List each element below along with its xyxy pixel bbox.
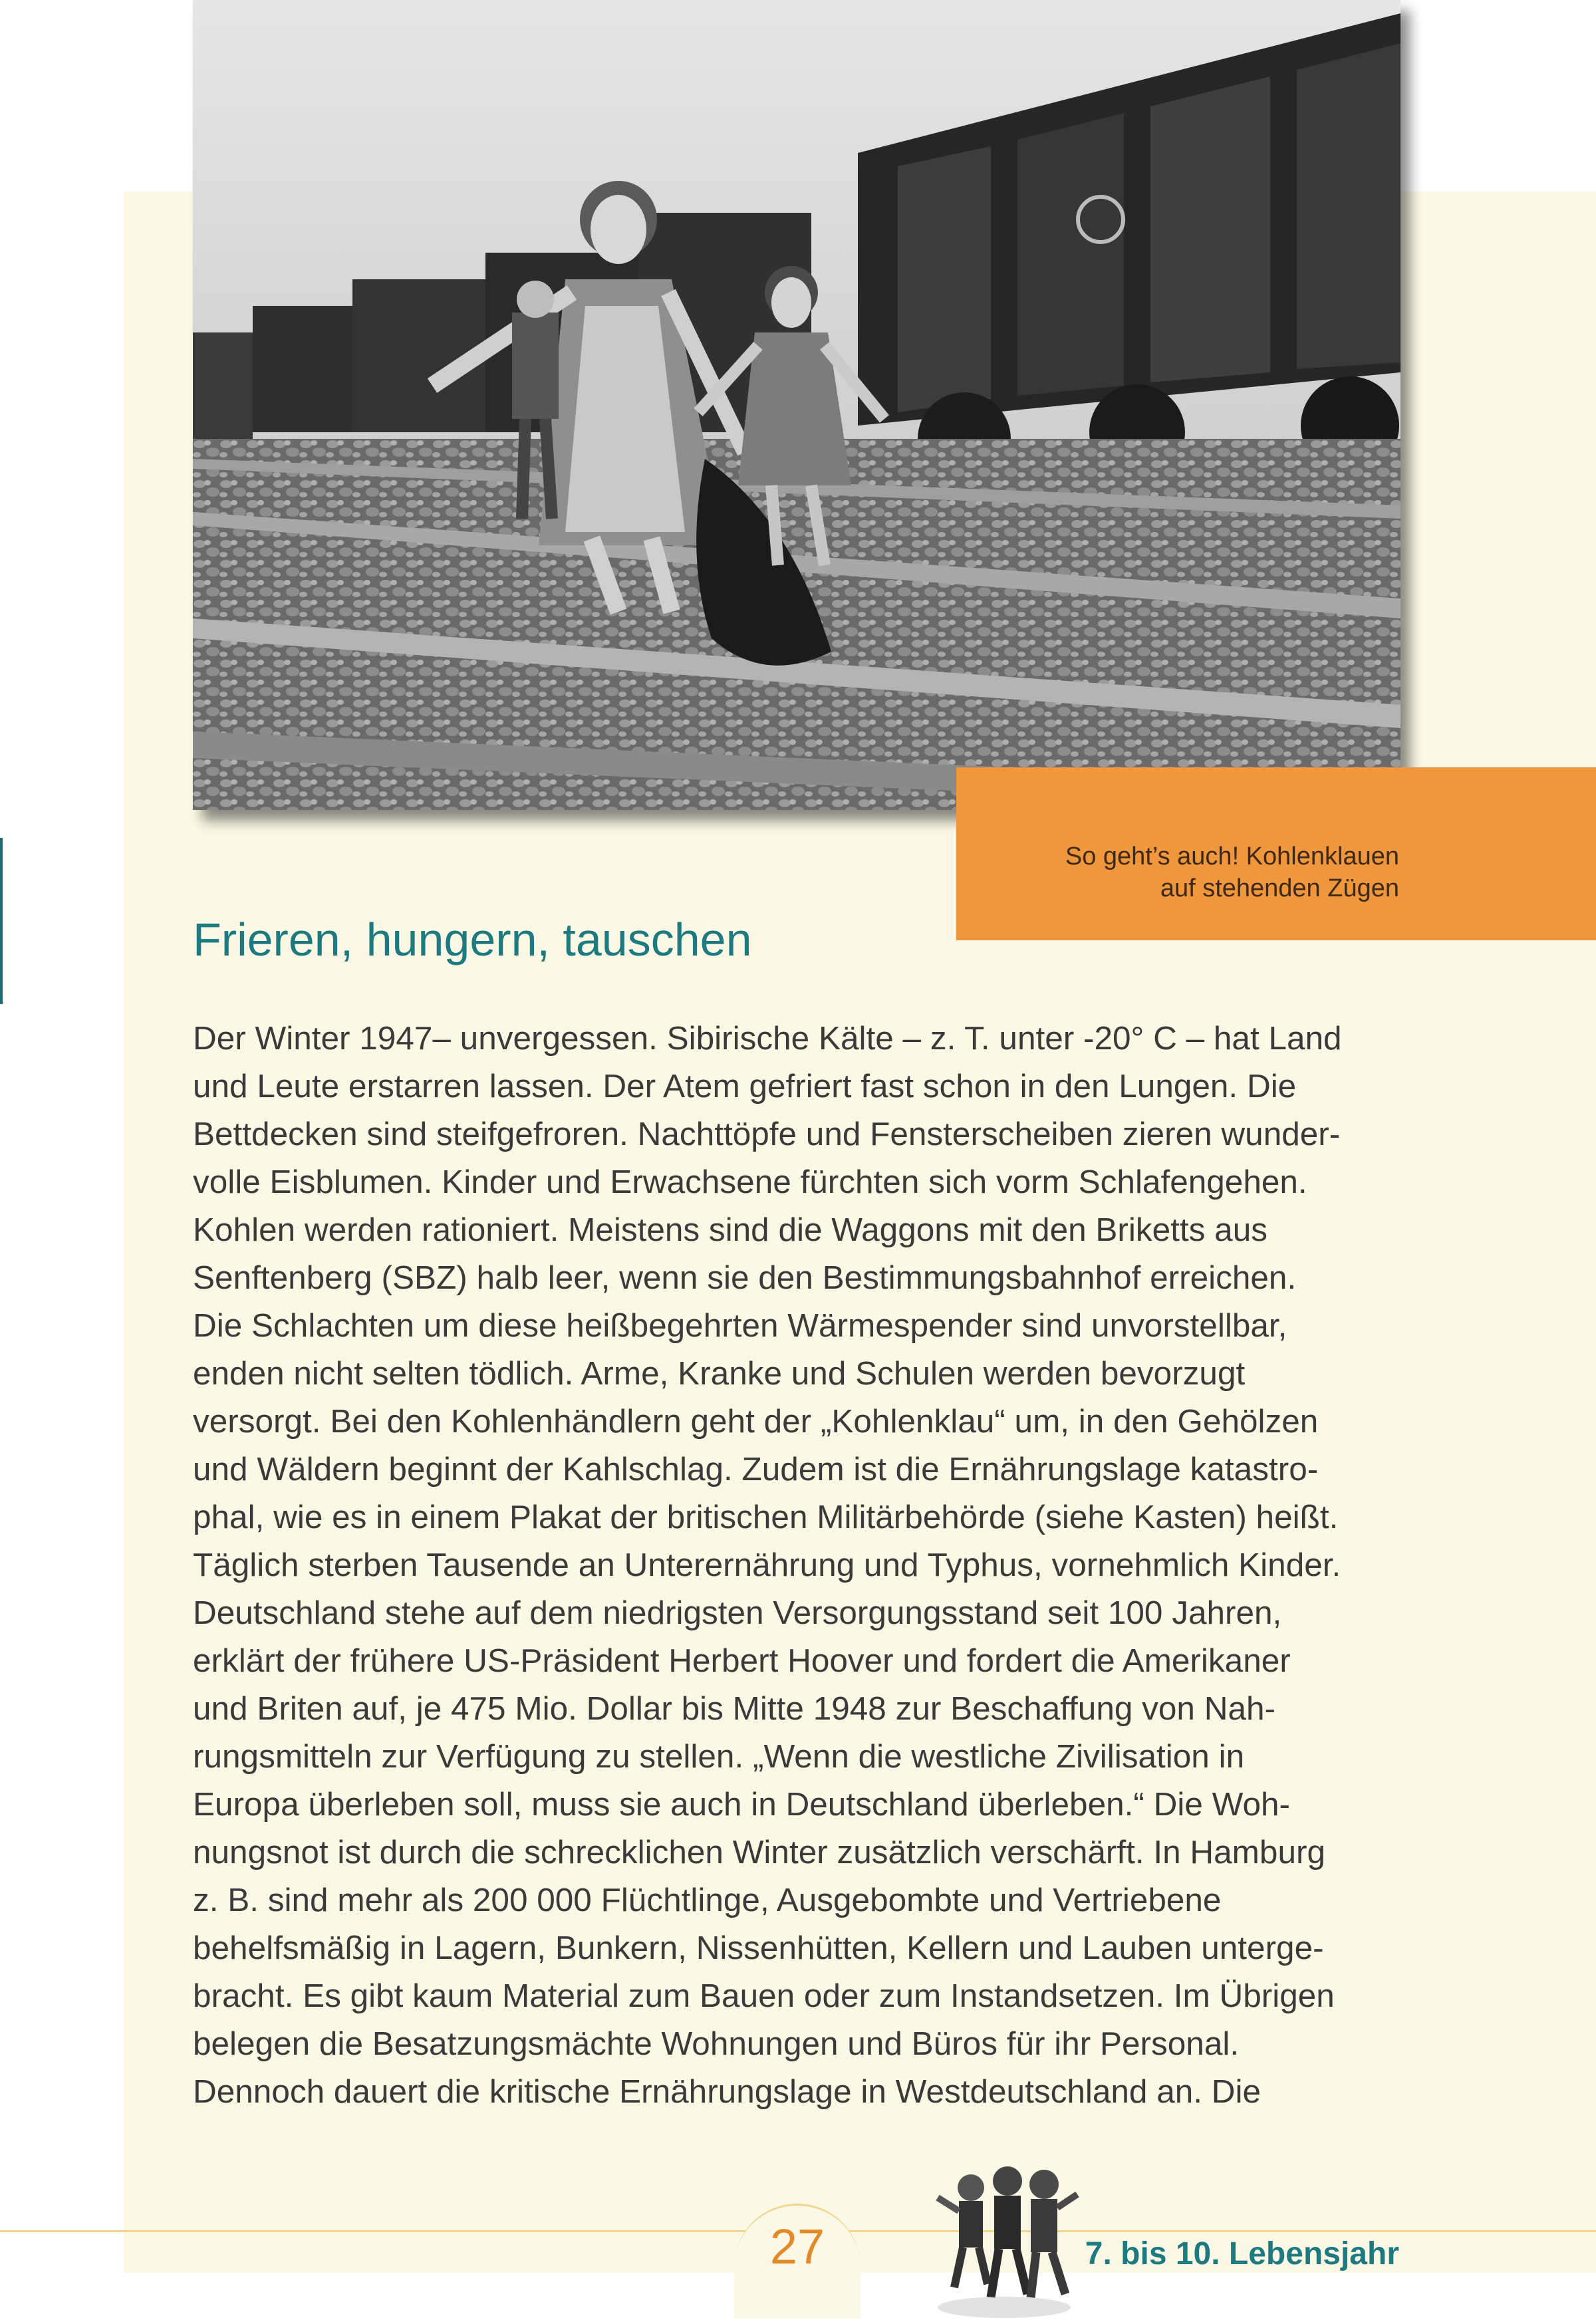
page-number: 27 bbox=[769, 2219, 825, 2274]
caption-line-1: So geht’s auch! Kohlenklauen bbox=[1065, 842, 1399, 870]
photo-caption bbox=[920, 840, 1399, 904]
body-line: Die Schlachten um diese heißbegehrten Wärmespender sind unvorstellbar, bbox=[193, 1307, 1287, 1344]
body-line: rungsmitteln zur Verfügung zu stellen. „Wenn die westliche Zivilisation in bbox=[193, 1738, 1245, 1775]
running-children-icon bbox=[924, 2148, 1084, 2322]
body-line: behelfsmäßig in Lagern, Bunkern, Nissenhütten, Kellern und Lauben unterge- bbox=[193, 1930, 1324, 1966]
historical-photo bbox=[193, 0, 1400, 810]
body-line: versorgt. Bei den Kohlenhändlern geht der „Kohlenklau“ um, in den Gehölzen bbox=[193, 1403, 1319, 1440]
photo-children-coal-train-icon bbox=[193, 0, 1400, 810]
body-line: erklärt der frühere US-Präsident Herbert Hoover und fordert die Amerikaner bbox=[193, 1642, 1291, 1679]
margin-accent-bar bbox=[0, 838, 3, 1004]
body-line: Bettdecken sind steifgefroren. Nachttöpfe und Fensterscheiben zieren wunder- bbox=[193, 1116, 1341, 1152]
body-line: Dennoch dauert die kritische Ernährungslage in Westdeutschland an. Die bbox=[193, 2073, 1262, 2110]
body-line: Täglich sterben Tausende an Unterernährung und Typhus, vornehmlich Kinder. bbox=[193, 1547, 1341, 1583]
body-line: nungsnot ist durch die schrecklichen Winter zusätzlich verschärft. In Hamburg bbox=[193, 1834, 1325, 1870]
body-line: enden nicht selten tödlich. Arme, Kranke und Schulen werden bevorzugt bbox=[193, 1355, 1246, 1392]
body-line: Kohlen werden rationiert. Meistens sind die Waggons mit den Briketts aus bbox=[193, 1212, 1267, 1248]
body-line: Europa überleben soll, muss sie auch in Deutschland überleben.“ Die Woh- bbox=[193, 1786, 1291, 1823]
body-line: und Wäldern beginnt der Kahlschlag. Zudem ist die Ernährungslage katastro- bbox=[193, 1451, 1319, 1487]
body-line: und Briten auf, je 475 Mio. Dollar bis Mitte 1948 zur Beschaffung von Nah- bbox=[193, 1690, 1275, 1727]
body-line: volle Eisblumen. Kinder und Erwachsene fürchten sich vorm Schlafengehen. bbox=[193, 1164, 1307, 1200]
body-line: Deutschland stehe auf dem niedrigsten Versorgungsstand seit 100 Jahren, bbox=[193, 1595, 1282, 1631]
body-line: und Leute erstarren lassen. Der Atem gefriert fast schon in den Lungen. Die bbox=[193, 1068, 1297, 1104]
section-title: Frieren, hungern, tauschen bbox=[193, 914, 752, 966]
body-line: belegen die Besatzungsmächte Wohnungen und Büros für ihr Personal. bbox=[193, 2025, 1240, 2062]
body-line: z. B. sind mehr als 200 000 Flüchtlinge, Ausgebombte und Vertriebene bbox=[193, 1882, 1222, 1918]
age-section-label: 7. bis 10. Lebensjahr bbox=[1085, 2236, 1399, 2271]
body-line: bracht. Es gibt kaum Material zum Bauen oder zum Instandsetzen. Im Übrigen bbox=[193, 1978, 1335, 2014]
body-line: Der Winter 1947– unvergessen. Sibirische Kälte – z. T. unter -20° C – hat Land bbox=[193, 1020, 1342, 1057]
body-line: phal, wie es in einem Plakat der britischen Militärbehörde (siehe Kasten) heißt. bbox=[193, 1499, 1339, 1535]
body-text bbox=[193, 1015, 1403, 2116]
caption-line-2: auf stehenden Zügen bbox=[1160, 874, 1399, 902]
body-line: Senftenberg (SBZ) halb leer, wenn sie den Bestimmungsbahnhof erreichen. bbox=[193, 1259, 1297, 1296]
